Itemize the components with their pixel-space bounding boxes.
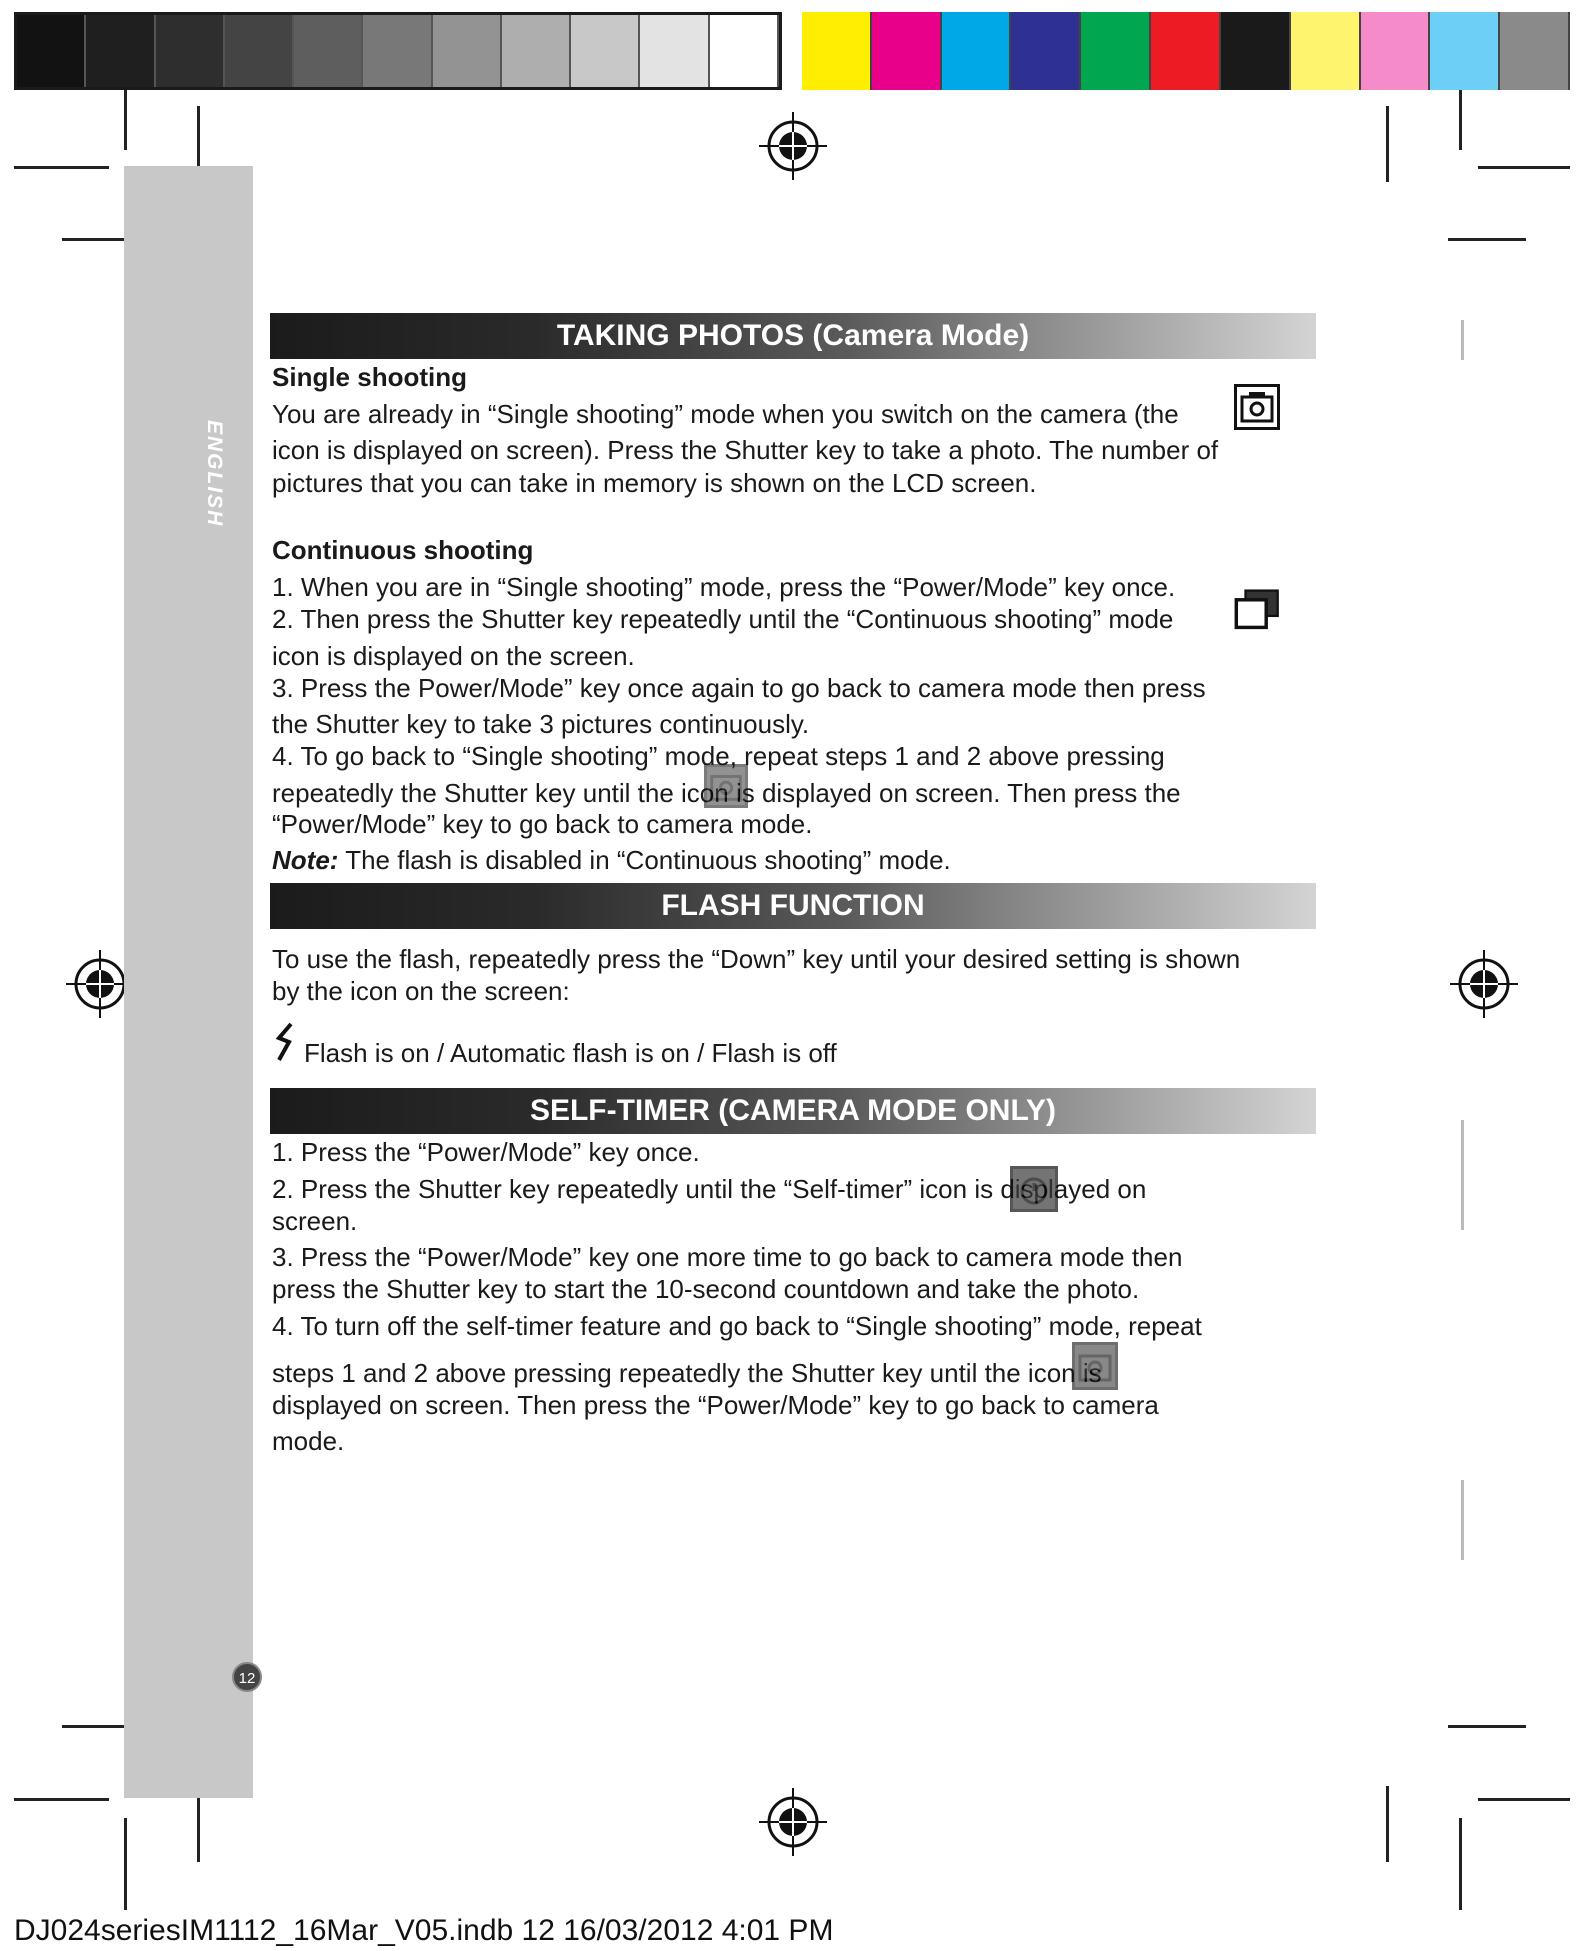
text-line: steps 1 and 2 above pressing repeatedly the Shutter key until the icon is	[272, 1358, 1102, 1388]
color-swatch	[17, 15, 86, 87]
color-swatch	[156, 15, 225, 87]
margin-tick	[1461, 320, 1464, 360]
color-swatch	[1011, 12, 1081, 90]
color-swatch	[225, 15, 294, 87]
color-swatch	[710, 15, 779, 87]
margin-tick	[1461, 1120, 1464, 1230]
text-line: To use the flash, repeatedly press the “Down” key until your desired setting is shown	[272, 944, 1241, 974]
crop-mark	[1459, 1818, 1462, 1910]
text-line: press the Shutter key to start the 10-second countdown and take the photo.	[272, 1274, 1140, 1304]
single-shot-camera-icon	[1072, 1342, 1118, 1390]
color-swatch	[86, 15, 155, 87]
flash-options-text: Flash is on / Automatic flash is on / Flash is off	[304, 1038, 837, 1068]
text-line: 1. When you are in “Single shooting” mode, press the “Power/Mode” key once.	[272, 572, 1176, 602]
crop-mark	[1448, 238, 1526, 241]
color-swatch	[1151, 12, 1221, 90]
color-swatch	[502, 15, 571, 87]
note-text: The flash is disabled in “Continuous shooting” mode.	[338, 845, 951, 875]
color-swatch	[942, 12, 1012, 90]
color-swatch	[1291, 12, 1361, 90]
continuous-shot-icon	[1234, 588, 1280, 630]
text-line: icon is displayed on screen). Press the Shutter key to take a photo. The number of	[272, 435, 1219, 465]
crop-mark	[1478, 166, 1570, 169]
registration-mark-icon	[1450, 950, 1518, 1018]
text-line: 3. Press the Power/Mode” key once again to go back to camera mode then press	[272, 673, 1206, 703]
text-line: You are already in “Single shooting” mode when you switch on the camera (the	[272, 399, 1179, 429]
margin-tick	[1461, 1480, 1464, 1560]
color-swatch	[1430, 12, 1500, 90]
text-line: displayed on screen. Then press the “Power/Mode” key to go back to camera	[272, 1390, 1159, 1420]
text-line: screen.	[272, 1206, 358, 1236]
text-line: by the icon on the screen:	[272, 976, 570, 1006]
note-line	[272, 844, 951, 877]
page-number: 12	[232, 1662, 262, 1692]
text-line: the Shutter key to take 3 pictures continuously.	[272, 709, 810, 739]
sidebar-strip	[124, 166, 253, 1798]
crop-mark	[1386, 1786, 1389, 1862]
crop-mark	[1478, 1798, 1570, 1801]
single-shot-camera-icon	[1234, 384, 1280, 430]
text-line: icon is displayed on the screen.	[272, 641, 635, 671]
section-header-flash-function: FLASH FUNCTION	[270, 883, 1316, 929]
color-swatch	[1081, 12, 1151, 90]
text-line: 2. Then press the Shutter key repeatedly until the “Continuous shooting” mode	[272, 604, 1174, 634]
color-swatch	[433, 15, 502, 87]
registration-mark-icon	[759, 1788, 827, 1856]
crop-mark	[124, 1818, 127, 1910]
text-line: “Power/Mode” key to go back to camera mode.	[272, 809, 813, 839]
text-line: 3. Press the “Power/Mode” key one more time to go back to camera mode then	[272, 1242, 1183, 1272]
subheading-single-shooting: Single shooting	[272, 362, 467, 392]
text-line: pictures that you can take in memory is shown on the LCD screen.	[272, 468, 1037, 498]
crop-mark	[1459, 90, 1462, 150]
subheading-continuous-shooting: Continuous shooting	[272, 535, 534, 565]
text-line: 4. To go back to “Single shooting” mode, repeat steps 1 and 2 above pressing	[272, 741, 1165, 771]
color-swatch	[1221, 12, 1291, 90]
color-swatch	[640, 15, 709, 87]
single-shot-camera-icon	[704, 764, 748, 808]
color-swatch	[294, 15, 363, 87]
color-swatch	[571, 15, 640, 87]
text-line: 2. Press the Shutter key repeatedly until the “Self-timer” icon is displayed on	[272, 1174, 1147, 1204]
color-calibration-bar	[802, 12, 1570, 90]
registration-mark-icon	[759, 112, 827, 180]
text-line: mode.	[272, 1426, 345, 1456]
print-slug-footer: DJ024seriesIM1112_16Mar_V05.indb 12 16/03/2012 4:01 PM	[14, 1914, 834, 1947]
section-header-taking-photos: TAKING PHOTOS (Camera Mode)	[270, 313, 1316, 359]
color-swatch	[1500, 12, 1570, 90]
color-swatch	[802, 12, 872, 90]
flash-on-icon	[273, 1022, 299, 1062]
crop-mark	[14, 166, 109, 169]
section-header-self-timer: SELF-TIMER (CAMERA MODE ONLY)	[270, 1088, 1316, 1134]
color-swatch	[872, 12, 942, 90]
text-line: 1. Press the “Power/Mode” key once.	[272, 1137, 700, 1167]
crop-mark	[124, 90, 127, 150]
language-label: ENGLISH	[203, 420, 226, 528]
crop-mark	[1448, 1725, 1526, 1728]
text-line: 4. To turn off the self-timer feature and go back to “Single shooting” mode, repeat	[272, 1311, 1202, 1341]
color-swatch	[1361, 12, 1431, 90]
note-label: Note:	[272, 845, 339, 875]
crop-mark	[14, 1798, 109, 1801]
text-line: repeatedly the Shutter key until the icon is displayed on screen. Then press the	[272, 778, 1181, 808]
crop-mark	[1386, 106, 1389, 182]
grayscale-calibration-bar	[14, 12, 782, 90]
color-swatch	[363, 15, 432, 87]
self-timer-icon	[1010, 1166, 1058, 1212]
